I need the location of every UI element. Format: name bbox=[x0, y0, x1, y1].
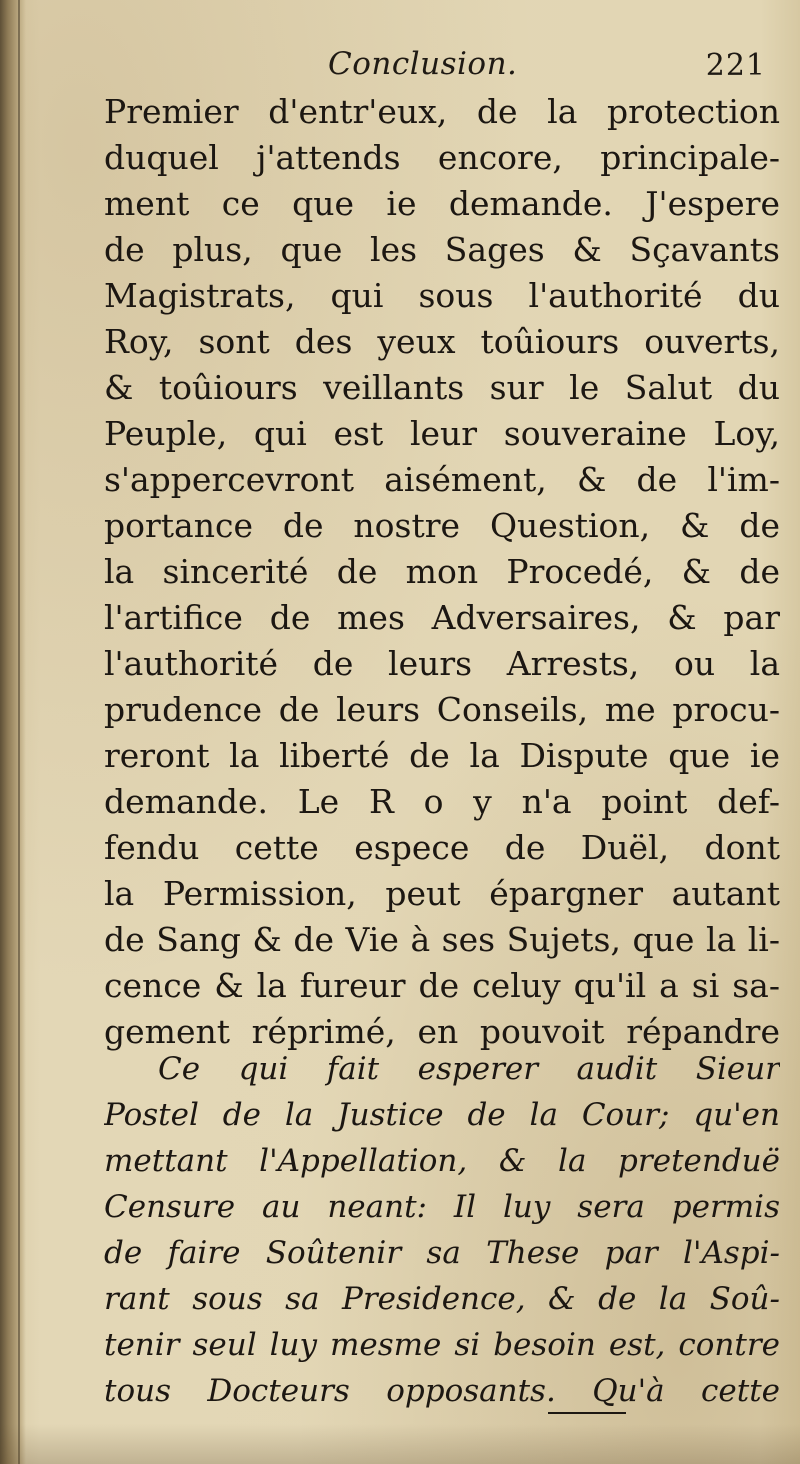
text-line: Premier d'entr'eux, de la protection bbox=[104, 92, 780, 131]
text-line: Roy, sont des yeux toûiours ouverts, bbox=[104, 322, 780, 361]
italic-line: Censure au neant: Il luy sera permis bbox=[104, 1189, 780, 1225]
italic-line: Postel de la Justice de la Cour; qu'en bbox=[104, 1097, 780, 1133]
gutter-edge bbox=[18, 0, 20, 1464]
text-line: demande. Le R o y n'a point def- bbox=[104, 782, 780, 821]
page-gutter bbox=[0, 0, 26, 1464]
text-line: l'authorité de leurs Arrests, ou la bbox=[104, 644, 780, 683]
italic-line: de faire Soûtenir sa These par l'Aspi- bbox=[104, 1235, 780, 1271]
text-line: & toûiours veillants sur le Salut du bbox=[104, 368, 780, 407]
text-line: reront la liberté de la Dispute que ie bbox=[104, 736, 780, 775]
text-line: fendu cette espece de Duël, dont bbox=[104, 828, 780, 867]
text-line: Magistrats, qui sous l'authorité du bbox=[104, 276, 780, 315]
text-line: la sincerité de mon Procedé, & de bbox=[104, 552, 780, 591]
text-line: cence & la fureur de celuy qu'il a si sa- bbox=[104, 966, 780, 1005]
running-head: Conclusion. bbox=[328, 46, 518, 82]
italic-line: tous Docteurs opposants. Qu'à cette bbox=[104, 1373, 780, 1409]
italic-line: tenir seul luy mesme si besoin est, contre bbox=[104, 1327, 780, 1363]
underline-flourish bbox=[548, 1412, 626, 1414]
text-line: s'appercevront aisément, & de l'im- bbox=[104, 460, 780, 499]
italic-line: rant sous sa Presidence, & de la Soû- bbox=[104, 1281, 780, 1317]
text-line: prudence de leurs Conseils, me procu- bbox=[104, 690, 780, 729]
italic-line: mettant l'Appellation, & la pretenduë bbox=[104, 1143, 780, 1179]
page-number: 221 bbox=[705, 48, 766, 83]
text-line: ment ce que ie demande. J'espere bbox=[104, 184, 780, 223]
text-line: l'artifice de mes Adversaires, & par bbox=[104, 598, 780, 637]
text-line: Peuple, qui est leur souveraine Loy, bbox=[104, 414, 780, 453]
text-line: de Sang & de Vie à ses Sujets, que la li- bbox=[104, 920, 780, 959]
text-line: portance de nostre Question, & de bbox=[104, 506, 780, 545]
text-line: duquel j'attends encore, principale- bbox=[104, 138, 780, 177]
text-line: gement réprimé, en pouvoit répandre bbox=[104, 1012, 780, 1051]
page-shadow bbox=[0, 1424, 800, 1464]
italic-line: Ce qui fait esperer audit Sieur bbox=[158, 1051, 780, 1087]
text-line: de plus, que les Sages & Sçavants bbox=[104, 230, 780, 269]
text-line: la Permission, peut épargner autant bbox=[104, 874, 780, 913]
